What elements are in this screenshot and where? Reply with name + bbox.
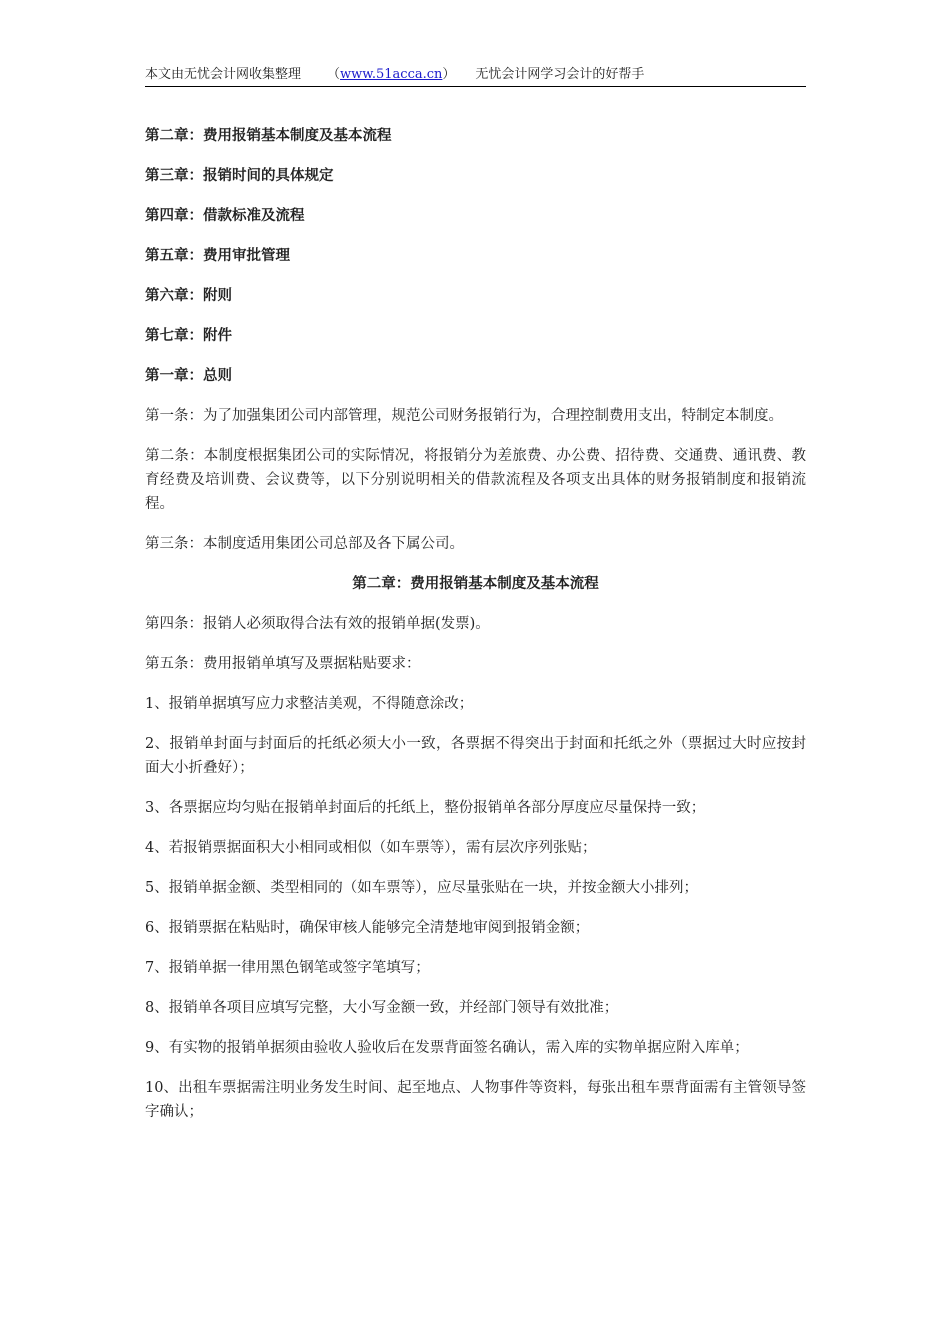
list-item: 10、出租车票据需注明业务发生时间、起至地点、人物事件等资料，每张出租车票背面需有主管领导签字确认；: [145, 1080, 806, 1120]
toc-item: 第六章：附则: [145, 288, 232, 304]
site-link[interactable]: www.51acca.cn: [340, 67, 443, 82]
header-site: [327, 66, 455, 84]
document-body: [145, 124, 806, 1140]
paren-open: （: [327, 67, 341, 82]
list-item: 6、报销票据在粘贴时，确保审核人能够完全清楚地审阅到报销金额；: [145, 920, 590, 936]
toc-item: 第一章：总则: [145, 368, 232, 384]
toc-item: 第三章：报销时间的具体规定: [145, 168, 334, 184]
paren-close: ）: [442, 67, 456, 82]
header-slogan: 无忧会计网学习会计的好帮手: [475, 67, 645, 82]
article-1: 第一条：为了加强集团公司内部管理，规范公司财务报销行为，合理控制费用支出，特制定本制度。: [145, 408, 783, 424]
toc-item: 第五章：费用审批管理: [145, 248, 290, 264]
list-item: 8、报销单各项目应填写完整，大小写金额一致，并经部门领导有效批准；: [145, 1000, 619, 1016]
page-header: [145, 66, 806, 87]
list-item: 1、报销单据填写应力求整洁美观，不得随意涂改；: [145, 696, 474, 712]
list-item: 2、报销单封面与封面后的托纸必须大小一致，各票据不得突出于封面和托纸之外（票据过大时应按封面大小折叠好）；: [145, 736, 806, 776]
list-item: 9、有实物的报销单据须由验收人验收后在发票背面签名确认，需入库的实物单据应附入库单；: [145, 1040, 749, 1056]
article-4: 第四条：报销人必须取得合法有效的报销单据(发票)。: [145, 616, 490, 632]
toc-item: 第四章：借款标准及流程: [145, 208, 305, 224]
header-prefix: 本文由无忧会计网收集整理: [145, 67, 302, 82]
list-item: 4、若报销票据面积大小相同或相似（如车票等），需有层次序列张贴；: [145, 840, 597, 856]
article-5: 第五条：费用报销单填写及票据粘贴要求：: [145, 656, 421, 672]
article-3: 第三条：本制度适用集团公司总部及各下属公司。: [145, 536, 464, 552]
article-2: 第二条：本制度根据集团公司的实际情况，将报销分为差旅费、办公费、招待费、交通费、通讯费、教育经费及培训费、会议费等，以下分别说明相关的借款流程及各项支出具体的财务报销制度和报销流程。: [145, 448, 806, 512]
list-item: 7、报销单据一律用黑色钢笔或签字笔填写；: [145, 960, 430, 976]
list-item: 3、各票据应均匀贴在报销单封面后的托纸上，整份报销单各部分厚度应尽量保持一致；: [145, 800, 706, 816]
chapter-2-heading: 第二章：费用报销基本制度及基本流程: [352, 576, 599, 592]
toc-item: 第七章：附件: [145, 328, 232, 344]
list-item: 5、报销单据金额、类型相同的（如车票等），应尽量张贴在一块，并按金额大小排列；: [145, 880, 698, 896]
toc-item: 第二章：费用报销基本制度及基本流程: [145, 128, 392, 144]
